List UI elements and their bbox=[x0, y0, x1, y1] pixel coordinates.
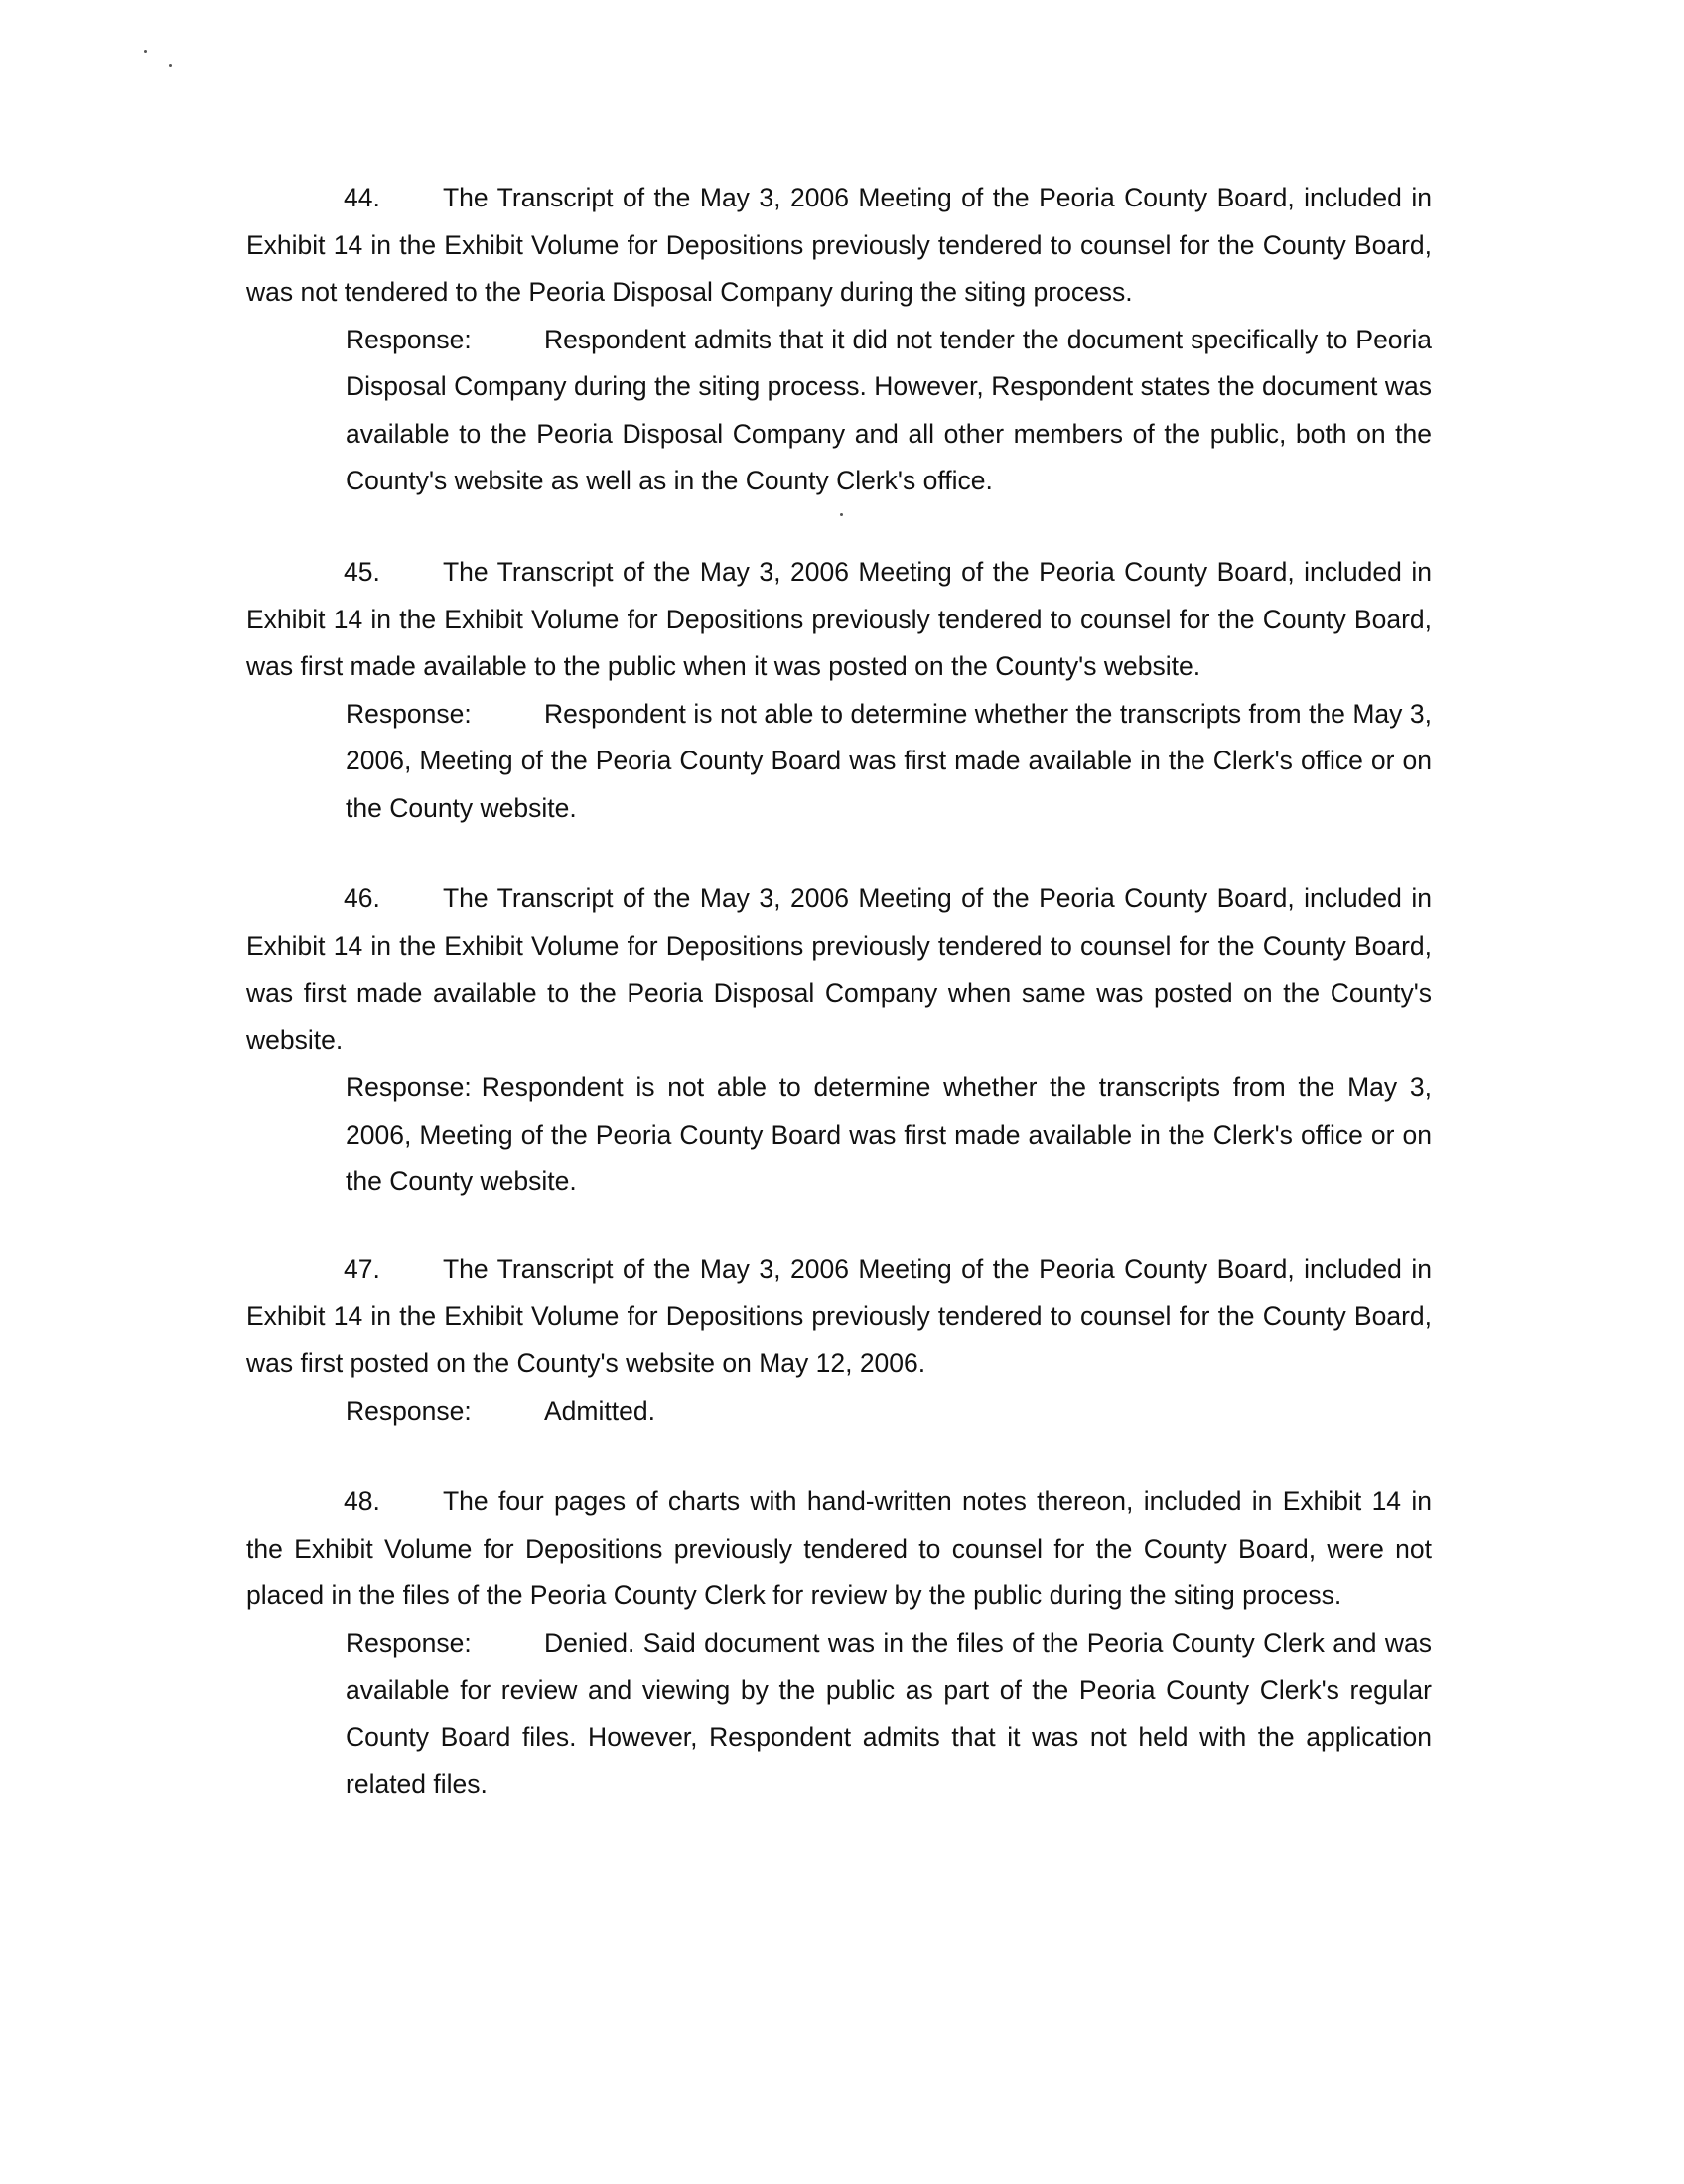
paragraph-number: 44. bbox=[344, 183, 380, 212]
statement-text: The Transcript of the May 3, 2006 Meeting of the Peoria County Board, included in Exhibit 14 in the Exhibit Volume for Depositions previously tendered to counsel for the County Board, was first made available to the public when it was posted on the County's website. bbox=[246, 557, 1432, 681]
paragraph-46 bbox=[246, 876, 1432, 1206]
paragraph-number: 45. bbox=[344, 557, 380, 587]
paragraph-45 bbox=[246, 549, 1432, 832]
scan-speck bbox=[169, 64, 172, 67]
response bbox=[346, 1064, 1432, 1206]
response-label: Response: bbox=[346, 1395, 472, 1426]
paragraph-number: 46. bbox=[344, 884, 380, 913]
paragraph-47 bbox=[246, 1246, 1432, 1434]
response bbox=[346, 1388, 1432, 1435]
statement-text: The Transcript of the May 3, 2006 Meeting of the Peoria County Board, included in Exhibit 14 in the Exhibit Volume for Depositions previously tendered to counsel for the County Board, was first posted on the County's website on May 12, 2006. bbox=[246, 1254, 1432, 1378]
statement-text: The Transcript of the May 3, 2006 Meeting of the Peoria County Board, included in Exhibit 14 in the Exhibit Volume for Depositions previously tendered to counsel for the County Board, was first made available to the Peoria Disposal Company when same was posted on the County's website. bbox=[246, 884, 1432, 1055]
statement bbox=[246, 175, 1432, 317]
statement-text: The Transcript of the May 3, 2006 Meeting of the Peoria County Board, included in Exhibit 14 in the Exhibit Volume for Depositions previously tendered to counsel for the County Board, was not tendered to the Peoria Disposal Company during the siting process. bbox=[246, 183, 1432, 307]
statement bbox=[246, 1246, 1432, 1388]
statement bbox=[246, 876, 1432, 1064]
response bbox=[346, 1620, 1432, 1809]
response-text: Respondent is not able to determine whether the transcripts from the May 3, 2006, Meeting of the Peoria County Board was first made available in the Clerk's office or on the County website. bbox=[346, 698, 1432, 823]
statement-text: The four pages of charts with hand-written notes thereon, included in Exhibit 14 in the Exhibit Volume for Depositions previously tendered to counsel for the County Board, were not placed in the files of the Peoria County Clerk for review by the public during the siting process. bbox=[246, 1486, 1432, 1610]
response bbox=[346, 317, 1432, 505]
paragraph-number: 47. bbox=[344, 1254, 380, 1284]
response-text: Respondent admits that it did not tender the document specifically to Peoria Disposal Company during the siting process. However, Respondent states the document was available to the Peoria Disposal Company and all other members of the public, both on the County's website as well as in the County Clerk's office. bbox=[346, 324, 1432, 495]
response-text: Respondent is not able to determine whether the transcripts from the May 3, 2006, Meeting of the Peoria County Board was first made available in the Clerk's office or on the County website. bbox=[346, 1072, 1432, 1196]
paragraph-number: 48. bbox=[344, 1486, 380, 1516]
response-text: Denied. Said document was in the files of the Peoria County Clerk and was available for review and viewing by the public as part of the Peoria County Clerk's regular County Board files. However, Respondent admits that it was not held with the application related files. bbox=[346, 1627, 1432, 1799]
response-label: Response: bbox=[346, 698, 472, 729]
scan-speck bbox=[144, 50, 147, 53]
statement bbox=[246, 1478, 1432, 1620]
scan-speck bbox=[840, 513, 843, 516]
statement bbox=[246, 549, 1432, 691]
response-label: Response: bbox=[346, 324, 472, 354]
paragraph-44 bbox=[246, 175, 1432, 505]
response-label: Response: bbox=[346, 1627, 472, 1658]
response-label: Response: bbox=[346, 1072, 472, 1102]
paragraph-48 bbox=[246, 1478, 1432, 1809]
response bbox=[346, 691, 1432, 833]
response-text: Admitted. bbox=[544, 1395, 655, 1426]
